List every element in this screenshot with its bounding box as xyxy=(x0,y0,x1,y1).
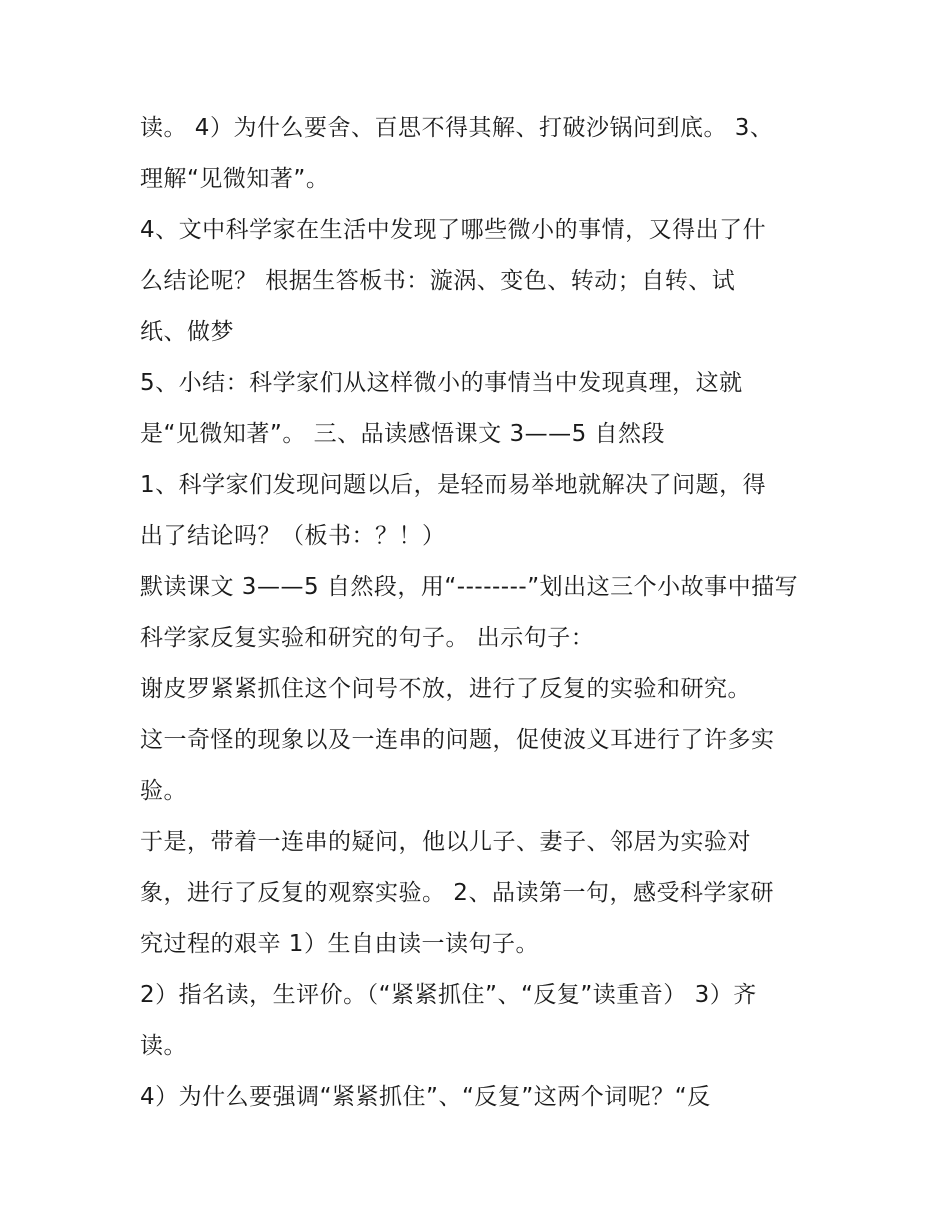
text-line: 验。 xyxy=(140,778,187,804)
text-line: 象，进行了反复的观察实验。 2、品读第一句，感受科学家研 xyxy=(140,880,774,906)
text-line: 是“见微知著”。 三、品读感悟课文 3——5 自然段 xyxy=(140,421,666,447)
text-line: 4、文中科学家在生活中发现了哪些微小的事情，又得出了什 xyxy=(140,217,767,243)
text-line: 究过程的艰辛 1）生自由读一读句子。 xyxy=(140,931,539,957)
text-line: 科学家反复实验和研究的句子。 出示句子： xyxy=(140,625,595,651)
text-line: 这一奇怪的现象以及一连串的问题，促使波义耳进行了许多实 xyxy=(140,727,775,753)
text-line: 于是，带着一连串的疑问，他以儿子、妻子、邻居为实验对 xyxy=(140,829,751,855)
text-line: 纸、做梦 xyxy=(140,319,234,345)
text-line: 4）为什么要强调“紧紧抓住”、“反复”这两个词呢？“反 xyxy=(140,1084,711,1110)
text-line: 读。 4）为什么要舍、百思不得其解、打破沙锅问到底。 3、 xyxy=(140,115,774,141)
text-line: 默读课文 3——5 自然段，用“--------”划出这三个小故事中描写 xyxy=(140,574,799,600)
text-line: 1、科学家们发现问题以后，是轻而易举地就解决了问题，得 xyxy=(140,472,767,498)
text-line: 2）指名读，生评价。（“紧紧抓住”、“反复”读重音） 3）齐 xyxy=(140,982,757,1008)
text-line: 读。 xyxy=(140,1033,187,1059)
text-line: 5、小结：科学家们从这样微小的事情当中发现真理，这就 xyxy=(140,370,743,396)
text-line: 理解“见微知著”。 xyxy=(140,166,330,192)
text-line: 么结论呢？ 根据生答板书：漩涡、变色、转动；自转、试 xyxy=(140,268,736,294)
text-line: 谢皮罗紧紧抓住这个问号不放，进行了反复的实验和研究。 xyxy=(140,676,751,702)
text-line: 出了结论吗？（板书：？！） xyxy=(140,523,446,549)
